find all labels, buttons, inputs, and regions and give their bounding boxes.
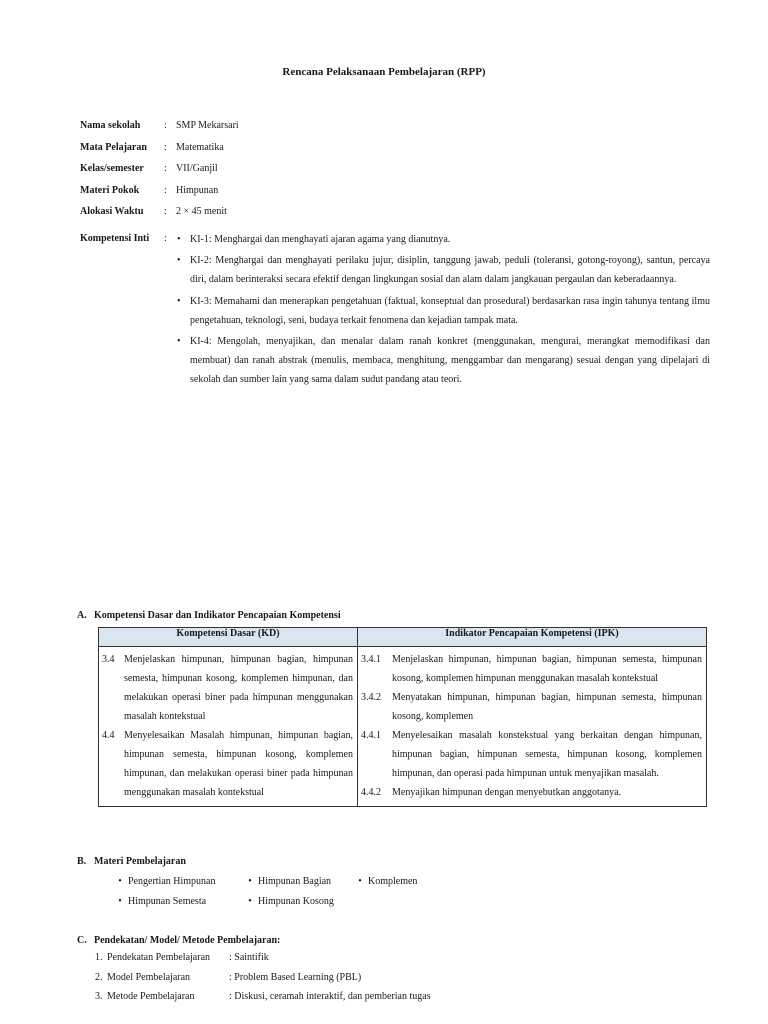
ipk-cell bbox=[358, 647, 707, 807]
item-value: : Problem Based Learning (PBL) bbox=[229, 971, 362, 983]
table-row bbox=[99, 647, 707, 807]
colon: : bbox=[164, 163, 167, 175]
bullet: • bbox=[358, 876, 362, 887]
info-value: Himpunan bbox=[176, 184, 219, 196]
colon: : bbox=[164, 233, 167, 244]
ipk-text: Menjelaskan himpunan, himpunan bagian, himpunan semesta, himpunan kosong, komplemen himpunan menggunakan masalah kontekstual bbox=[392, 654, 702, 684]
ipk-number: 4.4.1 bbox=[361, 730, 381, 741]
section-letter: A. bbox=[77, 610, 87, 621]
item-value: : Diskusi, ceramah interaktif, dan pemberian tugas bbox=[229, 991, 431, 1002]
ipk-text: Menyelesaikan masalah konstekstual yang berkaitan dengan himpunan, himpunan bagian, himpunan semesta, himpunan kosong, komplemen himpunan, dan operasi pada himpunan untuk menyajikan masalah. bbox=[392, 730, 702, 779]
list-item bbox=[112, 876, 242, 896]
kd-text: Menjelaskan himpunan, himpunan bagian, himpunan semesta, himpunan kosong, komplemen himpunan, dan melakukan operasi biner pada himpunan menggunakan masalah kontekstual bbox=[124, 654, 353, 722]
info-value: Matematika bbox=[176, 141, 224, 153]
list-item bbox=[112, 896, 242, 916]
ki-text: KI-3: Memahami dan menerapkan pengetahuan (faktual, konseptual dan prosedural) berdasarkan rasa ingin tahunya tentang ilmu pengetahuan, teknologi, seni, budaya terkait fenomena dan kejadian tampak mata. bbox=[190, 295, 710, 326]
info-value: VII/Ganjil bbox=[176, 163, 218, 175]
ipk-number: 3.4.1 bbox=[361, 654, 381, 665]
section-title: Pendekatan/ Model/ Metode Pembelajaran: bbox=[94, 935, 281, 946]
method-list bbox=[95, 952, 615, 1011]
info-value: 2 × 45 menit bbox=[176, 206, 227, 218]
ki-item bbox=[176, 292, 710, 330]
ipk-item bbox=[361, 650, 702, 688]
ipk-item bbox=[361, 783, 702, 802]
bullet: • bbox=[177, 295, 181, 307]
materi-row bbox=[112, 896, 532, 916]
colon: : bbox=[164, 141, 167, 153]
kompetensi-inti-block bbox=[80, 230, 710, 390]
kd-text: Menyelesaikan Masalah himpunan, himpunan bagian, himpunan semesta, himpunan kosong, komplemen himpunan, dan melakukan operasi biner pada himpunan menggunakan masalah kontekstual bbox=[124, 730, 353, 798]
materi-text: Pengertian Himpunan bbox=[128, 876, 216, 887]
kd-number: 3.4 bbox=[102, 654, 115, 665]
list-item bbox=[242, 876, 352, 896]
bullet: • bbox=[118, 896, 122, 907]
section-letter: C. bbox=[77, 935, 87, 946]
ipk-text: Menyajikan himpunan dengan menyebutkan anggotanya. bbox=[392, 787, 622, 798]
ki-list bbox=[176, 230, 710, 390]
list-item bbox=[95, 972, 615, 992]
colon: : bbox=[164, 184, 167, 196]
materi-text: Himpunan Kosong bbox=[258, 896, 334, 907]
item-label: Metode Pembelajaran bbox=[107, 991, 195, 1002]
ki-label: Kompetensi Inti bbox=[80, 233, 150, 244]
ki-item bbox=[176, 332, 710, 390]
colon: : bbox=[164, 206, 167, 218]
bullet: • bbox=[177, 255, 181, 267]
document-title: Rencana Pelaksanaan Pembelajaran (RPP) bbox=[282, 66, 486, 78]
info-row-topic bbox=[80, 185, 710, 207]
bullet: • bbox=[118, 876, 122, 887]
info-label: Alokasi Waktu bbox=[80, 206, 144, 218]
item-number: 1. bbox=[95, 952, 103, 963]
kd-cell bbox=[99, 647, 358, 807]
item-number: 3. bbox=[95, 991, 103, 1002]
section-title: Materi Pembelajaran bbox=[94, 856, 186, 867]
bullet: • bbox=[248, 876, 252, 887]
item-label: Pendekatan Pembelajaran bbox=[107, 952, 211, 963]
ki-text: KI-1: Menghargai dan menghayati ajaran agama yang dianutnya. bbox=[190, 234, 451, 245]
section-c-heading bbox=[77, 935, 280, 947]
materi-text: Komplemen bbox=[368, 876, 418, 887]
info-label: Nama sekolah bbox=[80, 120, 141, 131]
column-header-kd: Kompetensi Dasar (KD) bbox=[99, 628, 358, 647]
bullet: • bbox=[248, 896, 252, 907]
colon: : bbox=[164, 120, 167, 131]
info-row-subject bbox=[80, 142, 710, 164]
info-label: Kelas/semester bbox=[80, 163, 144, 175]
ki-item bbox=[176, 251, 710, 289]
table-header-row bbox=[99, 628, 707, 647]
section-title: Kompetensi Dasar dan Indikator Pencapaian Kompetensi bbox=[94, 610, 341, 621]
list-item bbox=[95, 952, 615, 972]
ipk-item bbox=[361, 726, 702, 783]
materi-row bbox=[112, 876, 532, 896]
identity-block bbox=[80, 120, 710, 228]
list-item bbox=[352, 876, 417, 896]
ipk-text: Menyatakan himpunan, himpunan bagian, himpunan semesta, himpunan kosong, komplemen bbox=[392, 692, 702, 722]
bullet: • bbox=[177, 234, 181, 245]
info-label: Materi Pokok bbox=[80, 184, 140, 196]
kd-item bbox=[102, 726, 353, 802]
ipk-item bbox=[361, 688, 702, 726]
ipk-number: 3.4.2 bbox=[361, 692, 381, 703]
kd-number: 4.4 bbox=[102, 730, 115, 741]
info-row-time bbox=[80, 206, 710, 228]
materi-text: Himpunan Bagian bbox=[258, 876, 332, 887]
info-row-school bbox=[80, 120, 710, 142]
kd-item bbox=[102, 650, 353, 726]
bullet: • bbox=[177, 336, 181, 348]
materi-text: Himpunan Semesta bbox=[128, 896, 207, 907]
list-item bbox=[242, 896, 334, 916]
ki-text: KI-4: Mengolah, menyajikan, dan menalar dalam ranah konkret (menggunakan, mengurai, merangkat memodifikasi dan membuat) dan ranah abstrak (menulis, membaca, menghitung, menggambar dan mengarang) sesuai dengan yang dipelajari di sekolah dan sumber lain yang sama dalam sudut pandang atau teori. bbox=[190, 336, 710, 386]
item-label: Model Pembelajaran bbox=[107, 971, 191, 983]
section-b-heading bbox=[77, 856, 186, 868]
info-row-class bbox=[80, 163, 710, 185]
column-header-ipk: Indikator Pencapaian Kompetensi (IPK) bbox=[358, 628, 707, 647]
ki-item bbox=[176, 230, 710, 249]
ipk-number: 4.4.2 bbox=[361, 787, 381, 798]
kd-ipk-table bbox=[98, 627, 707, 807]
item-number: 2. bbox=[95, 971, 103, 983]
list-item bbox=[95, 991, 615, 1011]
section-a-heading bbox=[77, 610, 341, 622]
info-label: Mata Pelajaran bbox=[80, 141, 147, 153]
materi-list bbox=[112, 876, 532, 916]
info-value: SMP Mekarsari bbox=[176, 120, 239, 131]
section-letter: B. bbox=[77, 856, 87, 867]
ki-text: KI-2: Menghargai dan menghayati perilaku jujur, disiplin, tanggung jawab, peduli (toleransi, gotong-royong), santun, percaya diri, dalam berinteraksi secara efektif dengan lingkungan sosial dan alam dalam jangkauan pergaulan dan keberadaannya. bbox=[190, 255, 710, 286]
item-value: : Saintifik bbox=[229, 952, 269, 963]
